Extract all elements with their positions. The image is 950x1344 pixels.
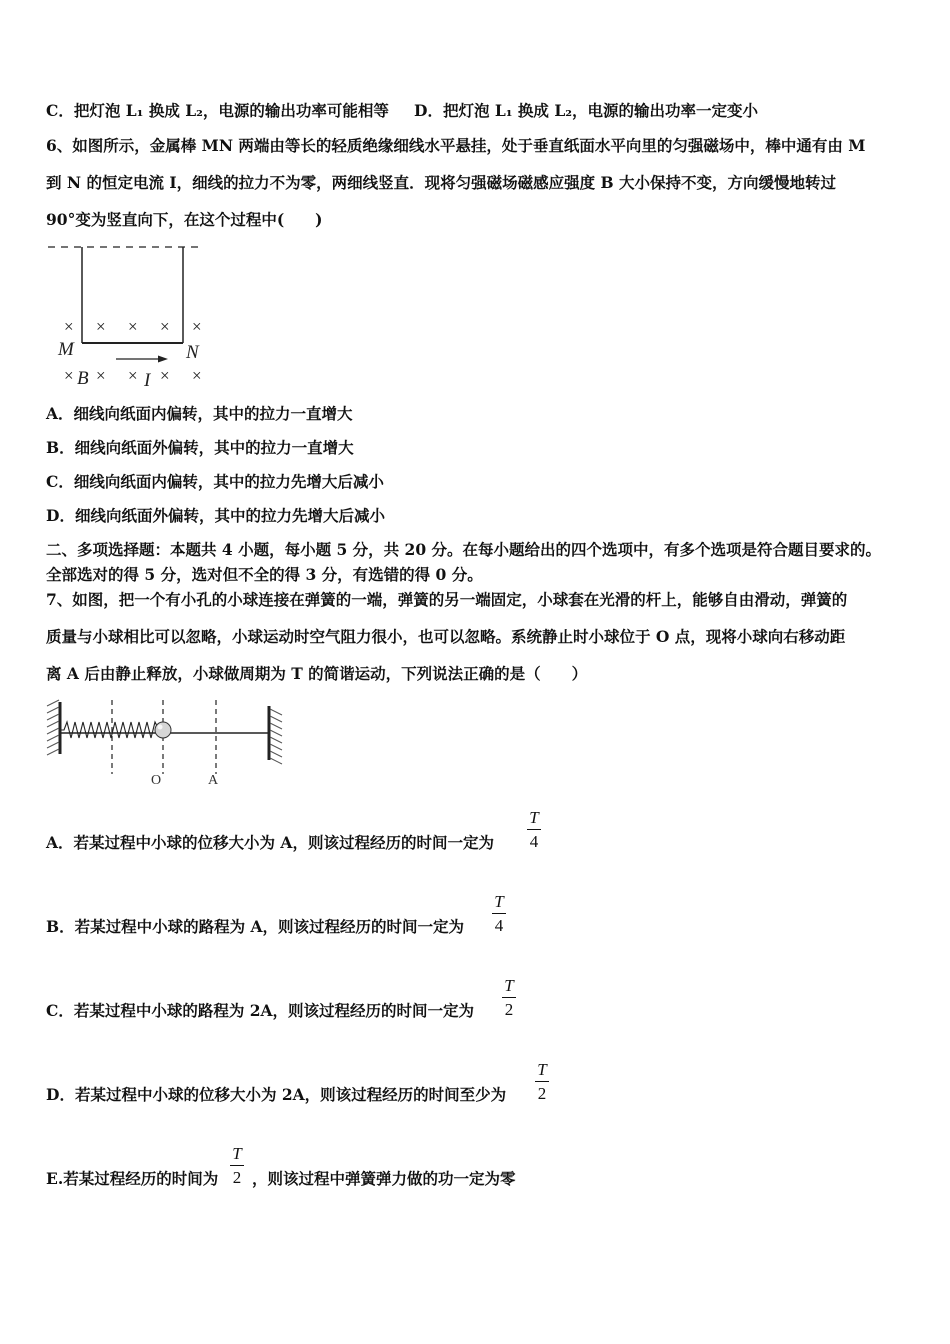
q6-option-d: D．细线向纸面外偏转，其中的拉力先增大后减小	[46, 506, 385, 525]
field-cross: ×	[160, 317, 170, 336]
q7-option-c: C．若某过程中小球的路程为 2A，则该过程经历的时间一定为	[46, 1001, 475, 1020]
label-b: B	[77, 368, 89, 389]
fraction-denominator: 2	[537, 1084, 547, 1103]
ball-highlight	[158, 725, 163, 730]
fraction-numerator: T	[537, 1060, 547, 1079]
q7-option-d: D．若某过程中小球的位移大小为 2A，则该过程经历的时间至少为	[46, 1085, 507, 1104]
q6-stem-line3: 90°变为竖直向下，在这个过程中( )	[46, 210, 323, 229]
q7-option-a: A．若某过程中小球的位移大小为 A，则该过程经历的时间一定为	[46, 833, 494, 852]
field-cross: ×	[64, 366, 74, 385]
ball	[155, 722, 171, 738]
spring	[60, 722, 162, 738]
label-n: N	[186, 342, 199, 363]
q7-option-e: E.若某过程经历的时间为	[46, 1169, 219, 1188]
q7-figure	[44, 696, 284, 790]
q7-stem-line3: 离 A 后由静止释放，小球做周期为 T 的简谐运动，下列说法正确的是（ ）	[46, 664, 588, 683]
fraction-numerator: T	[232, 1144, 242, 1163]
q6-stem-line1: 6、如图所示，金属棒 MN 两端由等长的轻质绝缘细线水平悬挂，处于垂直纸面水平向里的匀强磁场中，棒中通有由 M	[46, 136, 866, 155]
section2-heading-line1: 二、多项选择题：本题共 4 小题，每小题 5 分，共 20 分。在每小题给出的四个选项中，有多个选项是符合题目要求的。	[46, 540, 882, 559]
q6-option-a: A．细线向纸面内偏转，其中的拉力一直增大	[46, 404, 353, 423]
q7-option-e-fraction	[229, 1144, 245, 1188]
q6-option-c: C．细线向纸面内偏转，其中的拉力先增大后减小	[46, 472, 384, 491]
q5-option-c: C．把灯泡 L₁ 换成 L₂，电源的输出功率可能相等	[46, 101, 389, 120]
q7-option-b-fraction	[491, 892, 507, 936]
fraction-denominator: 4	[529, 832, 539, 851]
right-wall-hatch	[270, 709, 282, 764]
field-cross: ×	[192, 366, 202, 385]
q7-option-c-fraction	[501, 976, 517, 1020]
field-cross: ×	[160, 366, 170, 385]
q7-stem-line1: 7、如图，把一个有小孔的小球连接在弹簧的一端，弹簧的另一端固定，小球套在光滑的杆上，能够自由滑动，弹簧的	[46, 590, 848, 609]
left-wall-hatch	[47, 700, 59, 755]
q7-option-e-tail: ，则该过程中弹簧弹力做的功一定为零	[252, 1169, 516, 1188]
label-a: A	[208, 773, 219, 788]
q6-option-b: B．细线向纸面外偏转，其中的拉力一直增大	[46, 438, 354, 457]
fraction-denominator: 4	[494, 916, 504, 935]
q6-stem-line2: 到 N 的恒定电流 I，细线的拉力不为零，两细线竖直．现将匀强磁场磁感应强度 B 大小保持不变，方向缓慢地转过	[46, 173, 837, 192]
q7-option-a-fraction	[526, 808, 542, 852]
fraction-numerator: T	[504, 976, 514, 995]
q7-option-d-fraction	[534, 1060, 550, 1104]
field-cross: ×	[96, 366, 106, 385]
label-i: I	[144, 370, 151, 390]
fraction-numerator: T	[494, 892, 504, 911]
field-cross: ×	[128, 366, 138, 385]
q7-option-b: B．若某过程中小球的路程为 A，则该过程经历的时间一定为	[46, 917, 465, 936]
fraction-denominator: 2	[504, 1000, 514, 1019]
field-cross: ×	[128, 317, 138, 336]
fraction-numerator: T	[529, 808, 539, 827]
q6-figure	[44, 238, 214, 390]
field-cross: ×	[64, 317, 74, 336]
field-cross: ×	[192, 317, 202, 336]
q5-option-d: D．把灯泡 L₁ 换成 L₂，电源的输出功率一定变小	[414, 101, 759, 120]
fraction-denominator: 2	[232, 1168, 242, 1187]
label-m: M	[58, 339, 74, 360]
q7-stem-line2: 质量与小球相比可以忽略，小球运动时空气阻力很小，也可以忽略。系统静止时小球位于 O 点，现将小球向右移动距	[46, 627, 846, 646]
field-cross: ×	[96, 317, 106, 336]
current-arrow-head	[158, 356, 168, 363]
section2-heading-line2: 全部选对的得 5 分，选对但不全的得 3 分，有选错的得 0 分。	[46, 565, 483, 584]
label-o: O	[151, 773, 162, 788]
